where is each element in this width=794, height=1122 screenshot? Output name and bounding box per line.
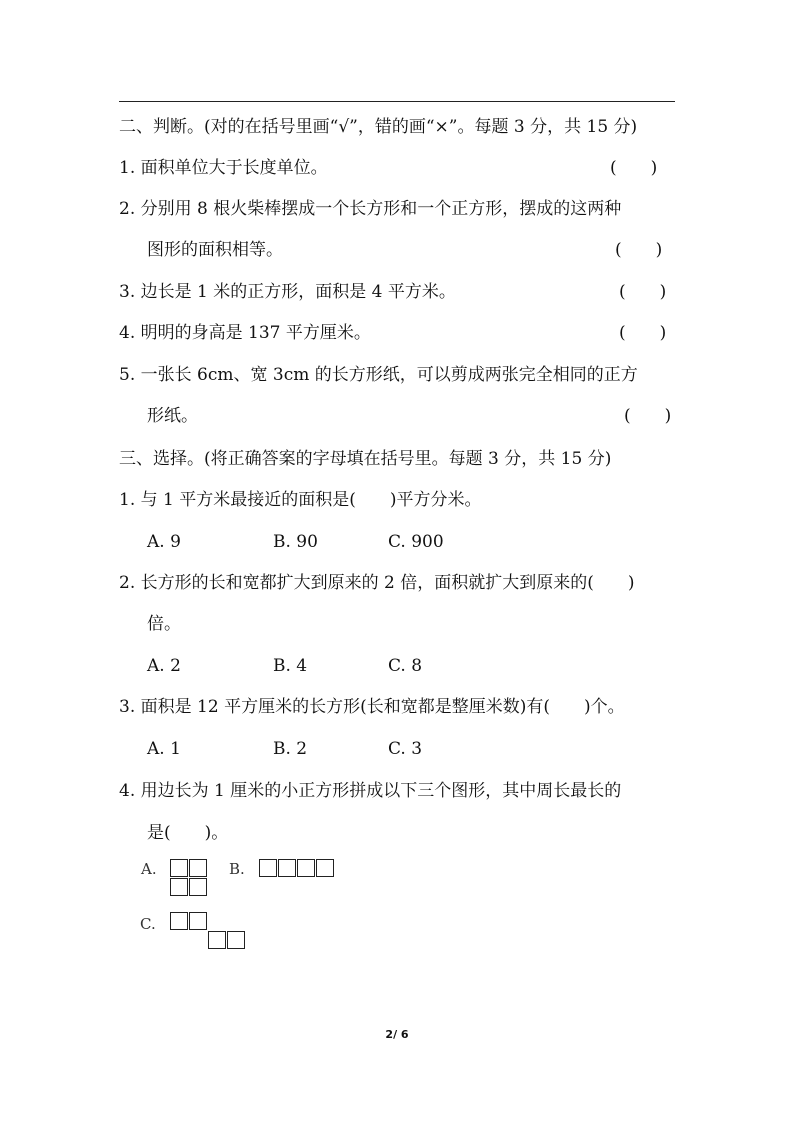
option-b[interactable]: B. 4 <box>273 656 308 676</box>
figure-label-a[interactable]: A. <box>141 860 157 878</box>
q-text: 长方形的长和宽都扩大到原来的 2 倍，面积就扩大到原来的( ) <box>140 573 635 593</box>
section3-title: 三、选择。(将正确答案的字母填在括号里。每题 3 分，共 15 分) <box>119 449 612 469</box>
answer-paren[interactable]: ( ) <box>619 323 667 343</box>
s2-q5 <box>119 364 638 386</box>
s2-q2 <box>119 198 621 220</box>
figure-label-b[interactable]: B. <box>229 860 245 878</box>
s3-q2 <box>119 572 635 594</box>
q-text: 面积单位大于长度单位。 <box>140 158 328 178</box>
grid-cell <box>297 859 315 877</box>
grid-cell <box>259 859 277 877</box>
s3-q1 <box>119 489 482 511</box>
figure-c-grid <box>170 912 250 952</box>
q-text: 明明的身高是 137 平方厘米。 <box>140 323 371 343</box>
option-b[interactable]: B. 2 <box>273 739 308 759</box>
grid-cell <box>189 878 207 896</box>
grid-cell <box>189 859 207 877</box>
q-text: 面积是 12 平方厘米的长方形(长和宽都是整厘米数)有( )个。 <box>140 697 625 717</box>
s2-q3 <box>119 281 456 303</box>
q-text: 与 1 平方米最接近的面积是( )平方分米。 <box>140 490 482 510</box>
q-num: 3. <box>119 697 136 717</box>
q-text: 用边长为 1 厘米的小正方形拼成以下三个图形，其中周长最长的 <box>140 781 622 801</box>
answer-paren[interactable]: ( ) <box>610 158 658 178</box>
answer-paren[interactable]: ( ) <box>624 406 672 426</box>
section2-title: 二、判断。(对的在括号里画“√”，错的画“×”。每题 3 分，共 15 分) <box>119 117 638 137</box>
option-b[interactable]: B. 90 <box>273 532 318 552</box>
grid-cell <box>189 912 207 930</box>
option-c[interactable]: C. 900 <box>388 532 444 552</box>
grid-cell <box>170 912 188 930</box>
q-text: 分别用 8 根火柴棒摆成一个长方形和一个正方形，摆成的这两种 <box>140 199 622 219</box>
answer-paren[interactable]: ( ) <box>619 282 667 302</box>
s3-q3 <box>119 696 625 718</box>
answer-paren[interactable]: ( ) <box>615 240 663 260</box>
q-text: 边长是 1 米的正方形，面积是 4 平方米。 <box>140 282 456 302</box>
q-num: 4. <box>119 323 136 343</box>
s2-q2-cont: 图形的面积相等。 <box>147 240 283 260</box>
grid-cell <box>208 931 226 949</box>
option-c[interactable]: C. 8 <box>388 656 423 676</box>
q-num: 1. <box>119 158 136 178</box>
q-num: 4. <box>119 781 136 801</box>
grid-cell <box>227 931 245 949</box>
option-a[interactable]: A. 1 <box>147 739 181 759</box>
option-c[interactable]: C. 3 <box>388 739 423 759</box>
page-number: 2/ 6 <box>385 1028 409 1041</box>
figure-label-c[interactable]: C. <box>140 915 156 933</box>
grid-cell <box>316 859 334 877</box>
q-num: 5. <box>119 365 136 385</box>
grid-cell <box>170 878 188 896</box>
grid-cell <box>278 859 296 877</box>
q-num: 1. <box>119 490 136 510</box>
s3-q4 <box>119 780 621 802</box>
figure-a-grid <box>170 859 210 899</box>
option-a[interactable]: A. 2 <box>147 656 181 676</box>
q-text: 一张长 6cm、宽 3cm 的长方形纸，可以剪成两张完全相同的正方 <box>140 365 638 385</box>
figure-b-grid <box>259 859 339 879</box>
q-num: 2. <box>119 573 136 593</box>
grid-cell <box>170 859 188 877</box>
s3-q2-cont: 倍。 <box>147 614 181 634</box>
s2-q1 <box>119 157 328 179</box>
s3-q4-cont: 是( )。 <box>147 823 229 843</box>
s2-q5-cont: 形纸。 <box>147 406 198 426</box>
s2-q4 <box>119 322 371 344</box>
option-a[interactable]: A. 9 <box>147 532 181 552</box>
q-num: 2. <box>119 199 136 219</box>
q-num: 3. <box>119 282 136 302</box>
top-rule <box>119 101 675 102</box>
